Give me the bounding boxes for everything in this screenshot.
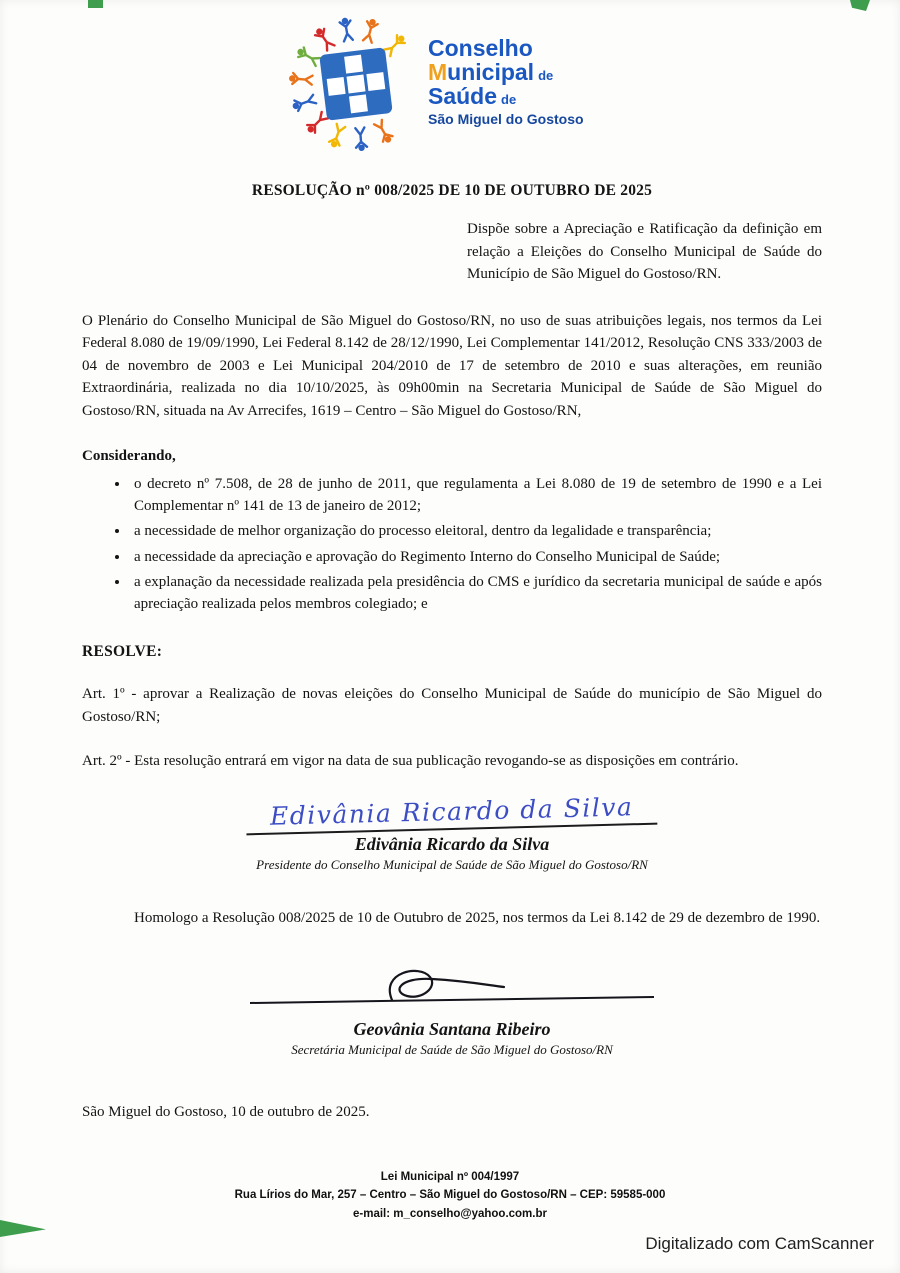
article-1: Art. 1º - aprovar a Realização de novas eleições do Conselho Municipal de Saúde do município de São Miguel do Gostoso/RN; <box>82 686 822 725</box>
considering-item: • a necessidade de melhor organização do processo eleitoral, dentro da legalidade e transparência; <box>130 520 822 542</box>
secretary-handwritten-signature <box>242 964 662 1010</box>
considering-item: • a necessidade da apreciação e aprovação do Regimento Interno do Conselho Municipal de Saúde; <box>130 546 822 568</box>
considering-item: • a explanação da necessidade realizada pela presidência do CMS e jurídico da secretaria municipal de saúde e após apreciação realizada pelos membros colegiado; e <box>130 571 822 615</box>
logo-text-conselho: Conselho <box>428 35 533 61</box>
considering-item: • o decreto nº 7.508, de 28 de junho de 2011, que regulamenta a Lei 8.080 de 19 de setembro de 1990 e a Lei Complementar nº 141 de 13 de janeiro de 2012; <box>130 473 822 517</box>
logo-emblem <box>289 17 408 152</box>
president-handwritten-signature: Edivânia Ricardo da Silva <box>246 791 658 835</box>
footer-address: Rua Lírios do Mar, 257 – Centro – São Miguel do Gostoso/RN – CEP: 59585-000 <box>234 1189 666 1202</box>
secretary-role: Secretária Municipal de Saúde de São Miguel do Gostoso/RN <box>291 1041 613 1057</box>
logo-wordmark <box>428 35 584 127</box>
camscanner-credit: Digitalizado com CamScanner <box>645 1234 874 1253</box>
document-content <box>82 0 822 1121</box>
homologation-paragraph: Homologo a Resolução 008/2025 de 10 de Outubro de 2025, nos termos da Lei 8.142 de 29 de dezembro de 1990. <box>134 909 821 926</box>
place-date-line: São Miguel do Gostoso, 10 de outubro de 2025. <box>82 1103 370 1120</box>
preamble-paragraph: O Plenário do Conselho Municipal de São Miguel do Gostoso/RN, no uso de suas atribuições legais, nos termos da Lei Federal 8.080 de 19/09/1990, Lei Federal 8.142 de 28/12/1990, Lei Complementar 141/2012, Resolução CNS 333/2003 de 04 de novembro de 2003 e Lei Municipal 204/2010 de 17 de setembro de 2010 e suas alterações, em reunião Extraordinária, realizada no dia 10/10/2025, às 09h00min na Secretaria Municipal de Saúde de São Miguel do Gostoso/RN, situada na Av Arrecifes, 1619 – Centro – São Miguel do Gostoso/RN, <box>82 312 822 419</box>
ementa-paragraph: Dispõe sobre a Apreciação e Ratificação da definição em relação a Eleições do Conselho Municipal de Saúde do Município de São Miguel do Gostoso/RN. <box>467 221 822 282</box>
logo-text-city: São Miguel do Gostoso <box>428 111 584 127</box>
signature-block-president <box>82 791 822 873</box>
document-title: RESOLUÇÃO nº 008/2025 DE 10 DE OUTUBRO DE 2025 <box>251 182 653 199</box>
logo-text-municipal: Municipal de <box>428 59 554 85</box>
signature-block-secretary <box>82 964 822 1058</box>
president-role: Presidente do Conselho Municipal de Saúde de São Miguel do Gostoso/RN <box>256 856 648 872</box>
footer-email: e-mail: m_conselho@yahoo.com.br <box>353 1207 547 1220</box>
considering-heading: Considerando, <box>82 448 176 464</box>
footer-law: Lei Municipal nº 004/1997 <box>380 1171 520 1183</box>
document-footer <box>0 1168 900 1223</box>
article-2: Art. 2º - Esta resolução entrará em vigor na data de sua publicação revogando-se as disposições em contrário. <box>82 753 739 770</box>
logo-text-saude: Saúde de <box>428 83 517 109</box>
scan-artifact-top-right <box>850 0 870 11</box>
considering-list <box>82 473 822 615</box>
logo-container <box>82 8 822 158</box>
president-name: Edivânia Ricardo da Silva <box>354 833 550 854</box>
secretary-name: Geovânia Santana Ribeiro <box>353 1018 551 1039</box>
council-logo <box>282 8 622 158</box>
resolve-heading: RESOLVE: <box>82 643 163 661</box>
